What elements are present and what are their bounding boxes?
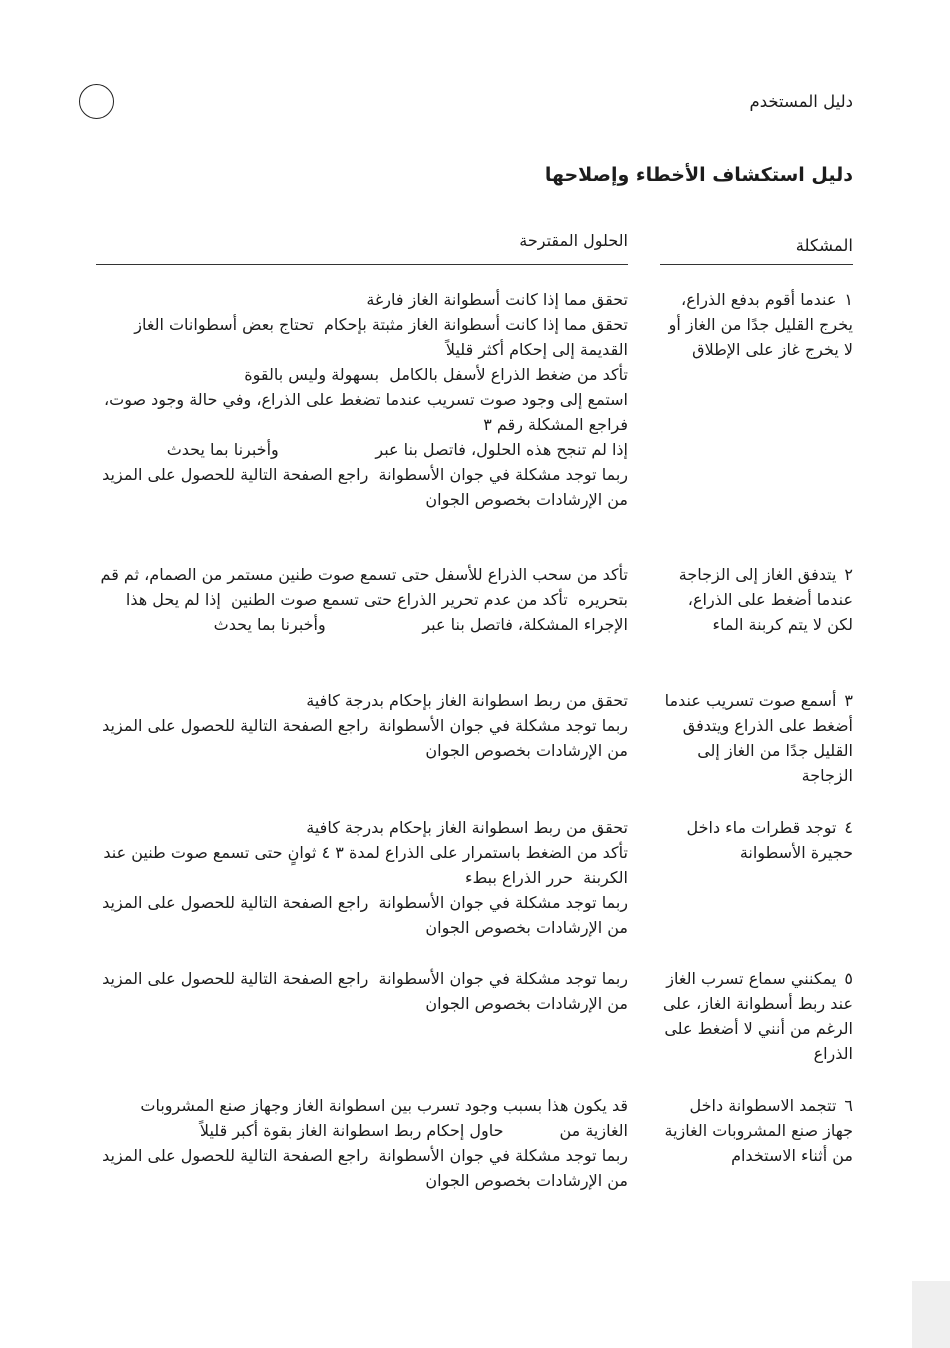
table-row-problem xyxy=(660,287,853,362)
solution-line: ربما توجد مشكلة في جوان الأسطوانة راجع الصفحة التالية للحصول على المزيد من الإرشادات بخصوص الجوان xyxy=(97,969,628,1013)
row-number: ٥ xyxy=(844,969,853,988)
table-row-solution xyxy=(96,966,628,1016)
page-corner-circle xyxy=(79,84,114,119)
solution-line: ربما توجد مشكلة في جوان الأسطوانة راجع الصفحة التالية للحصول على المزيد من الإرشادات بخصوص الجوان xyxy=(97,716,628,760)
solution-line: تأكد من سحب الذراع للأسفل حتى تسمع صوت طنين مستمر من الصمام، ثم قم بتحريره تأكد من عدم تحرير الذراع حتى تسمع صوت الطنين إذا لم يحل هذا الإجراء المشكلة، فاتصل بنا عبر وأخبرنا بما يحدث xyxy=(95,565,628,634)
header-divider-problem xyxy=(660,264,853,265)
solution-line: تحقق مما إذا كانت أسطوانة الغاز فارغة xyxy=(366,290,628,309)
table-row-solution xyxy=(96,1093,628,1193)
problem-text: تتجمد الاسطوانة داخل جهاز صنع المشروبات الغازية من أثناء الاستخدام xyxy=(664,1096,853,1165)
solution-line: ربما توجد مشكلة في جوان الأسطوانة راجع الصفحة التالية للحصول على المزيد من الإرشادات بخصوص الجوان xyxy=(97,1146,628,1190)
section-label: دليل المستخدم xyxy=(749,92,853,111)
solution-line: تحقق مما إذا كانت أسطوانة الغاز مثبتة بإحكام تحتاج بعض أسطوانات الغاز القديمة إلى إحكام أكثر قليلاً xyxy=(129,315,628,359)
problem-text: عندما أقوم بدفع الذراع، يخرج القليل جدًا من الغاز أو لا يخرج غاز على الإطلاق xyxy=(668,290,853,359)
table-row-problem xyxy=(660,1093,853,1168)
solution-line: تحقق من ربط اسطوانة الغاز بإحكام بدرجة كافية xyxy=(306,818,628,837)
problem-text: يتدفق الغاز إلى الزجاجة عندما أضغط على الذراع، لكن لا يتم كربنة الماء xyxy=(678,565,853,634)
solution-line: ربما توجد مشكلة في جوان الأسطوانة راجع الصفحة التالية للحصول على المزيد من الإرشادات بخصوص الجوان xyxy=(97,893,628,937)
problem-text: توجد قطرات ماء داخل حجيرة الأسطوانة xyxy=(686,818,853,862)
page-title: دليل استكشاف الأخطاء وإصلاحها xyxy=(544,164,853,186)
header-divider-solution xyxy=(96,264,628,265)
solution-line: تأكد من الضغط باستمرار على الذراع لمدة ٣ ٤ ثوانٍ حتى تسمع صوت طنين عند الكربنة حرر الذراع ببطء xyxy=(98,843,628,887)
column-header-problem: المشكلة xyxy=(795,236,853,255)
problem-text: أسمع صوت تسريب عندما أضغط على الذراع ويتدفق القليل جدًا من الغاز إلى الزجاجة xyxy=(664,691,853,785)
table-row-problem xyxy=(660,966,853,1066)
solution-line: استمع إلى وجود صوت تسريب عندما تضغط على الذراع، وفي حالة وجود صوت، فراجع المشكلة رقم ٣ xyxy=(98,390,628,434)
row-number: ٣ xyxy=(844,691,853,710)
column-header-solution: الحلول المقترحة xyxy=(519,231,628,250)
row-number: ٦ xyxy=(844,1096,853,1115)
table-row-problem xyxy=(660,815,853,865)
solution-line: ربما توجد مشكلة في جوان الأسطوانة راجع الصفحة التالية للحصول على المزيد من الإرشادات بخصوص الجوان xyxy=(97,465,628,509)
table-row-problem xyxy=(660,688,853,788)
table-row-solution xyxy=(96,688,628,763)
row-number: ١ xyxy=(844,290,853,309)
solution-line: تأكد من ضغط الذراع لأسفل بالكامل بسهولة وليس بالقوة xyxy=(244,365,628,384)
row-number: ٤ xyxy=(844,818,853,837)
solution-line: إذا لم تنجح هذه الحلول، فاتصل بنا عبر وأخبرنا بما يحدث xyxy=(166,440,628,459)
solution-line: تحقق من ربط اسطوانة الغاز بإحكام بدرجة كافية xyxy=(306,691,628,710)
solution-line: قد يكون هذا بسبب وجود تسرب بين اسطوانة الغاز وجهاز صنع المشروبات الغازية من حاول إحكام ربط اسطوانة الغاز بقوة أكبر قليلاً xyxy=(135,1096,628,1140)
row-number: ٢ xyxy=(844,565,853,584)
page-edge-tab xyxy=(912,1281,950,1348)
table-row-solution xyxy=(96,562,628,637)
table-row-problem xyxy=(660,562,853,637)
table-row-solution xyxy=(96,815,628,940)
table-row-solution xyxy=(96,287,628,512)
problem-text: يمكنني سماع تسرب الغاز عند ربط أسطوانة الغاز، على الرغم من أنني لا أضغط على الذراع xyxy=(662,969,853,1063)
